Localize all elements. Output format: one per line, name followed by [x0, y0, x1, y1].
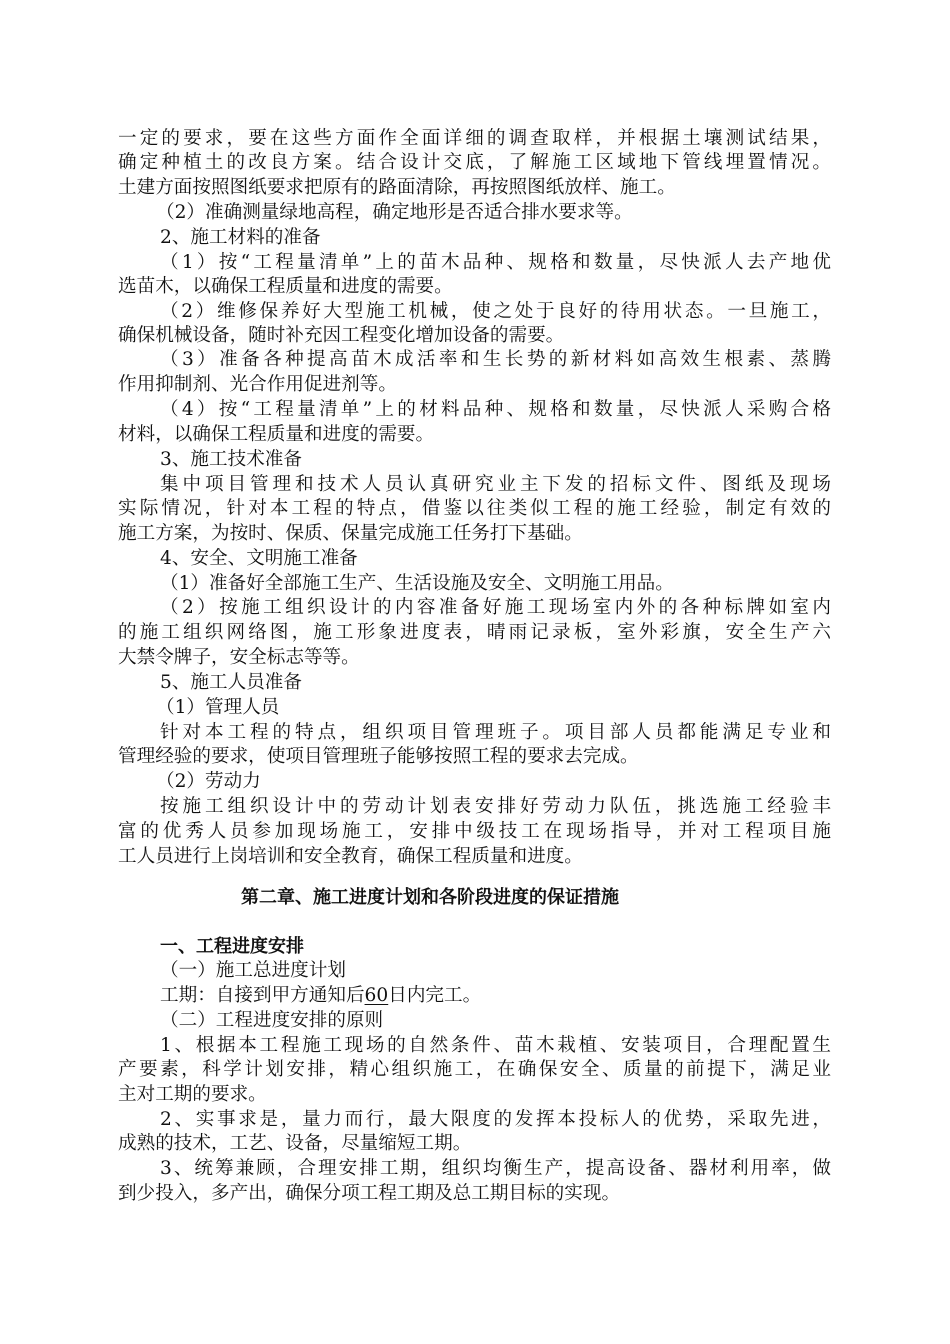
paragraph-line: 确定种植土的改良方案。结合设计交底，了解施工区域地下管线埋置情况。	[118, 152, 831, 173]
paragraph-line: 作用抑制剂、光合作用促进剂等。	[118, 374, 397, 395]
paragraph-line: （2）准确测量绿地高程，确定地形是否适合排水要求等。	[156, 202, 633, 223]
paragraph-line: 集中项目管理和技术人员认真研究业主下发的招标文件、图纸及现场	[160, 474, 831, 495]
chapter-title: 第二章、施工进度计划和各阶段进度的保证措施	[241, 887, 619, 908]
paragraph-line: （4）按“工程量清单”上的材料品种、规格和数量，尽快派人采购合格	[160, 399, 831, 420]
paragraph-line: 1、根据本工程施工现场的自然条件、苗木栽植、安装项目，合理配置生	[160, 1035, 831, 1056]
paragraph-line: 产要素，科学计划安排，精心组织施工，在确保安全、质量的前提下，满足业	[118, 1059, 831, 1080]
paragraph-line: （3）准备各种提高苗木成活率和生长势的新材料如高效生根素、蒸腾	[160, 349, 831, 370]
paragraph-line: 的施工组织网络图，施工形象进度表，晴雨记录板，室外彩旗，安全生产六	[118, 622, 831, 643]
subsection-heading: 2、施工材料的准备	[160, 227, 321, 248]
paragraph-line: 富的优秀人员参加现场施工，安排中级技工在现场指导，并对工程项目施	[118, 821, 831, 842]
paragraph-line: 确保机械设备，随时补充因工程变化增加设备的需要。	[118, 325, 565, 346]
subsection-heading: 4、安全、文明施工准备	[160, 548, 358, 569]
subsection-heading: 3、施工技术准备	[160, 449, 302, 470]
paragraph-line: 施工方案，为按时、保质、保量完成施工任务打下基础。	[118, 523, 583, 544]
paragraph-line: （1）准备好全部施工生产、生活设施及安全、文明施工用品。	[160, 573, 674, 594]
paragraph-line: 土建方面按照图纸要求把原有的路面清除，再按照图纸放样、施工。	[118, 177, 676, 198]
duration-suffix: 日内完工。	[388, 985, 482, 1006]
paragraph-line: 到少投入，多产出，确保分项工程工期及总工期目标的实现。	[118, 1183, 621, 1204]
duration-line	[160, 984, 481, 1008]
duration-days: 60	[364, 985, 389, 1006]
paragraph-line: 大禁令牌子，安全标志等等。	[118, 647, 360, 668]
paragraph-line: （2）劳动力	[156, 771, 261, 792]
subsection-heading: （一）施工总进度计划	[160, 960, 346, 981]
paragraph-line: 工人员进行上岗培训和安全教育，确保工程质量和进度。	[118, 846, 583, 867]
paragraph-line: （1）按“工程量清单”上的苗木品种、规格和数量，尽快派人去产地优	[160, 252, 831, 273]
paragraph-line: （2）维修保养好大型施工机械，使之处于良好的待用状态。一旦施工，	[160, 301, 831, 322]
section-title: 一、工程进度安排	[160, 936, 304, 957]
subsection-heading: （二）工程进度安排的原则	[160, 1010, 384, 1031]
paragraph-line: 成熟的技术，工艺、设备，尽量缩短工期。	[118, 1133, 472, 1154]
paragraph-line: 选苗木，以确保工程质量和进度的需要。	[118, 276, 453, 297]
paragraph-line: 3、统筹兼顾，合理安排工期，组织均衡生产，提高设备、器材利用率，做	[160, 1158, 831, 1179]
paragraph-line: 一定的要求，要在这些方面作全面详细的调查取样，并根据土壤测试结果，	[118, 128, 831, 149]
paragraph-line: 按施工组织设计中的劳动计划表安排好劳动力队伍，挑选施工经验丰	[160, 796, 831, 817]
paragraph-line: 管理经验的要求，使项目管理班子能够按照工程的要求去完成。	[118, 746, 639, 767]
paragraph-line: （1）管理人员	[156, 697, 280, 718]
duration-prefix: 工期：自接到甲方通知后	[160, 985, 365, 1006]
paragraph-line: 实际情况，针对本工程的特点，借鉴以往类似工程的施工经验，制定有效的	[118, 498, 831, 519]
subsection-heading: 5、施工人员准备	[160, 672, 302, 693]
paragraph-line: （2）按施工组织设计的内容准备好施工现场室内外的各种标牌如室内	[160, 597, 831, 618]
paragraph-line: 针对本工程的特点，组织项目管理班子。项目部人员都能满足专业和	[160, 722, 831, 743]
paragraph-line: 主对工期的要求。	[118, 1084, 267, 1105]
paragraph-line: 材料，以确保工程质量和进度的需要。	[118, 424, 435, 445]
paragraph-line: 2、实事求是，量力而行，最大限度的发挥本投标人的优势，采取先进，	[160, 1109, 831, 1130]
